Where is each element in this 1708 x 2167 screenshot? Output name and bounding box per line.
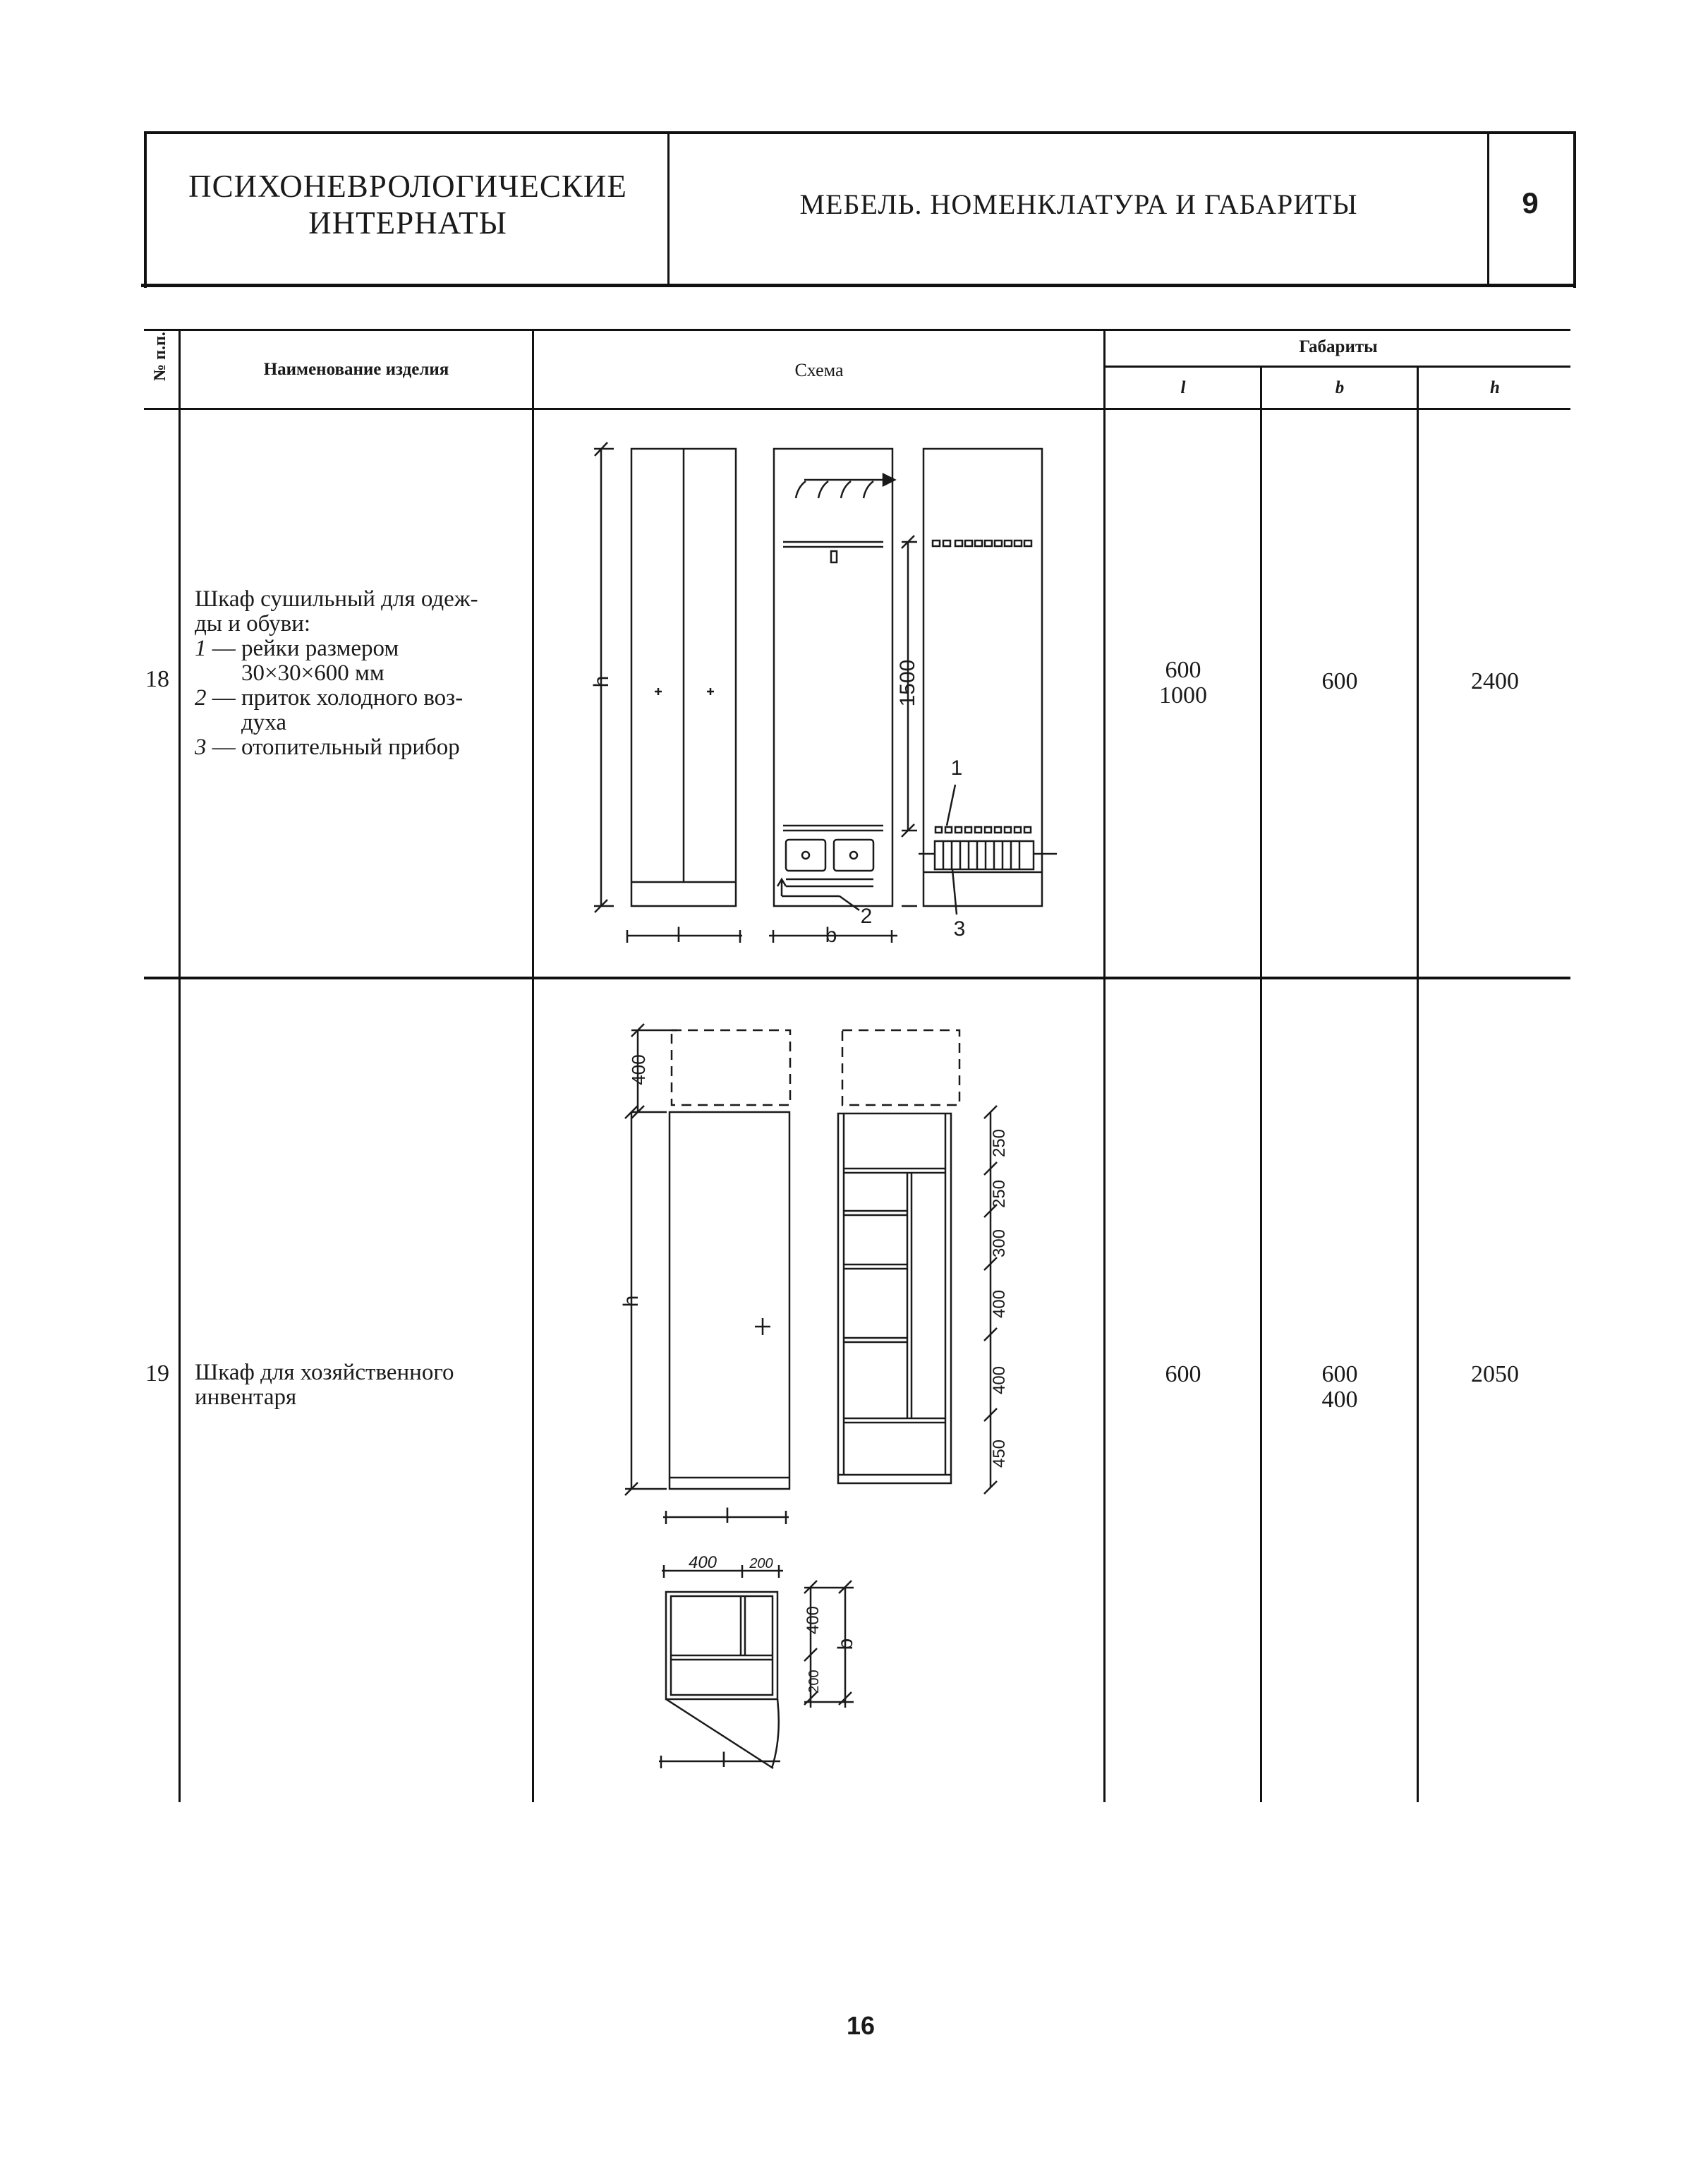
dimension-b-value: 600 xyxy=(1321,668,1358,694)
callout-1: 1 xyxy=(950,756,963,780)
page-number: 16 xyxy=(846,2011,876,2040)
dim-label-400: 400 xyxy=(990,1365,1009,1395)
plan-dim-l: l xyxy=(721,1749,727,1772)
dim-label-400: 400 xyxy=(990,1289,1009,1319)
plan-dim-200: 200 xyxy=(749,1556,773,1571)
column-header-dimensions: Габариты xyxy=(1299,337,1378,356)
dim-label-450: 450 xyxy=(990,1439,1009,1468)
plan-dim-200-vertical: 200 xyxy=(806,1670,822,1694)
dimension-b-value: 600 400 xyxy=(1321,1361,1358,1413)
dim-label-l: l xyxy=(725,1504,730,1528)
sheet-number: 9 xyxy=(1522,186,1539,219)
dim-label-h: h xyxy=(619,1295,643,1308)
dimension-h-value: 2400 xyxy=(1471,668,1519,694)
utility-cabinet-front-view xyxy=(625,1024,790,1524)
drying-cabinet-section-view xyxy=(769,449,917,943)
dim-label-250: 250 xyxy=(990,1128,1009,1158)
column-header-h: h xyxy=(1490,378,1500,397)
utility-cabinet-plan-view xyxy=(659,1565,854,1768)
plan-dim-400-vertical: 400 xyxy=(804,1605,823,1635)
plan-dim-400: 400 xyxy=(688,1553,717,1572)
dimension-l-value: 600 xyxy=(1165,1361,1201,1387)
dim-label-h: h xyxy=(590,675,613,688)
drying-cabinet-front-view xyxy=(594,442,742,943)
column-header-number: № п.п. xyxy=(151,332,169,381)
dim-label-l: l xyxy=(676,924,682,947)
column-header-l: l xyxy=(1180,378,1186,397)
dimension-l-value: 600 1000 xyxy=(1159,657,1207,708)
dim-label-1500: 1500 xyxy=(896,659,919,707)
column-header-scheme: Схема xyxy=(794,360,844,380)
column-header-name: Наименование изделия xyxy=(263,360,449,379)
dim-label-300: 300 xyxy=(990,1229,1009,1258)
callout-2: 2 xyxy=(860,905,873,928)
callout-3: 3 xyxy=(953,917,966,941)
dim-label-400: 400 xyxy=(628,1054,649,1085)
dim-label-250: 250 xyxy=(990,1179,1009,1209)
column-header-b: b xyxy=(1335,378,1345,397)
row-number: 18 xyxy=(145,666,169,692)
plan-dim-b: b xyxy=(834,1638,857,1650)
row-number: 19 xyxy=(145,1360,169,1387)
item-description: Шкаф сушильный для одеж- ды и обуви: 1 — рейки размером 30×30×600 мм 2 — приток холодного воз- духа 3 — отопительный прибор xyxy=(195,586,478,760)
document-title: ПСИХОНЕВРОЛОГИЧЕСКИЕ ИНТЕРНАТЫ xyxy=(188,169,627,241)
drying-cabinet-side-view xyxy=(919,449,1057,915)
item-description: Шкаф для хозяйственного инвентаря xyxy=(195,1360,454,1410)
section-title: МЕБЕЛЬ. НОМЕНКЛАТУРА И ГАБАРИТЫ xyxy=(799,188,1358,220)
dimension-h-value: 2050 xyxy=(1471,1361,1519,1387)
utility-cabinet-section-view xyxy=(838,1030,997,1494)
dim-label-b: b xyxy=(825,924,837,947)
